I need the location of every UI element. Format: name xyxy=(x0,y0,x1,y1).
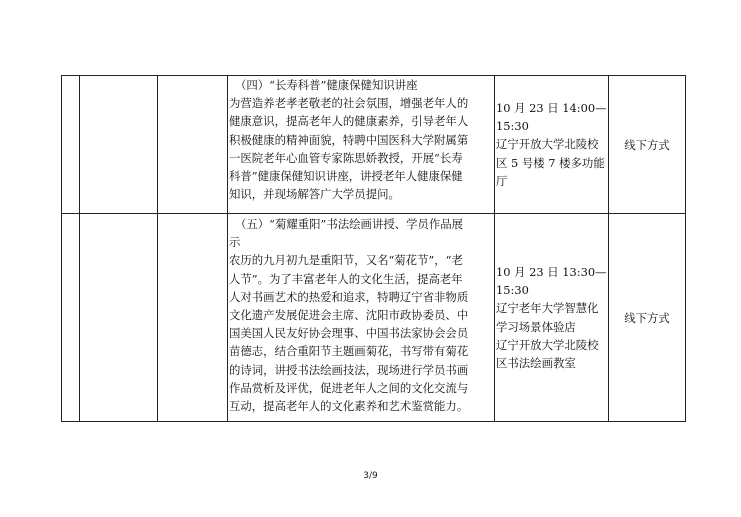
location-line: 学习场景体验店 xyxy=(496,319,576,334)
content-line: 科普”健康保健知识讲座，讲授老年人健康保健 xyxy=(229,169,463,184)
format-text: 线下方式 xyxy=(624,310,670,325)
activity-title-cont: 示 xyxy=(229,235,241,250)
location-line: 辽宁老年大学智慧化 xyxy=(496,301,599,316)
time-location-cell xyxy=(495,214,609,422)
activity-title: （四）“长寿科普”健康保健知识讲座 xyxy=(235,78,418,92)
page-number: 3/9 xyxy=(363,471,378,481)
location-line: 区书法绘画教室 xyxy=(496,355,576,370)
time-line: 10 月 23 日 13:30— xyxy=(496,264,607,279)
location-line: 区 5 号楼 7 楼多功能 xyxy=(496,155,605,170)
format-cell xyxy=(609,76,686,214)
category-cell xyxy=(80,214,158,422)
content-line: 文化遗产发展促进会主席、沈阳市政协委员、中 xyxy=(229,308,469,323)
content-line: 为营造养老孝老敬老的社会氛围，增强老年人的 xyxy=(229,96,469,111)
activity-content-cell xyxy=(228,76,495,214)
location-line: 辽宁开放大学北陵校 xyxy=(496,137,599,152)
location-line: 厅 xyxy=(496,173,508,188)
content-line: 一医院老年心血管专家陈思娇教授，开展“长寿 xyxy=(229,150,463,165)
activity-content-cell xyxy=(228,214,495,422)
content-line: 积极健康的精神面貌，特聘中国医科大学附属第 xyxy=(229,132,469,147)
content-line: 的诗词，讲授书法绘画技法，现场进行学员书画 xyxy=(229,362,469,377)
category-cell xyxy=(80,76,158,214)
activity-title: （五）“菊耀重阳”书法绘画讲授、学员作品展 xyxy=(235,217,464,231)
content-line: 知识，并现场解答广大学员提问。 xyxy=(229,187,400,202)
format-cell xyxy=(609,214,686,422)
time-location-cell xyxy=(495,76,609,214)
organizer-cell xyxy=(158,214,228,422)
index-cell xyxy=(62,76,80,214)
content-line: 互动，提高老年人的文化素养和艺术鉴赏能力。 xyxy=(229,399,469,414)
content-line: 人节”。为了丰富老年人的文化生活，提高老年 xyxy=(229,271,463,286)
content-line: 健康意识，提高老年人的健康素养，引导老年人 xyxy=(229,114,469,129)
table-row xyxy=(62,76,686,214)
time-line: 10 月 23 日 14:00— xyxy=(496,100,607,115)
time-line: 15:30 xyxy=(496,283,529,298)
location-line: 辽宁开放大学北陵校 xyxy=(496,337,599,352)
content-line: 作品赏析及评优，促进老年人之间的文化交流与 xyxy=(229,380,469,395)
index-cell xyxy=(62,214,80,422)
schedule-table xyxy=(61,75,686,422)
time-line: 15:30 xyxy=(496,119,529,134)
content-line: 农历的九月初九是重阳节，又名“菊花节”，“老 xyxy=(229,253,463,268)
format-text: 线下方式 xyxy=(624,137,670,152)
content-line: 人对书画艺术的热爱和追求，特聘辽宁省非物质 xyxy=(229,289,469,304)
content-line: 国美国人民友好协会理事、中国书法家协会会员 xyxy=(229,326,469,341)
content-line: 苗德志，结合重阳节主题画菊花，书写带有菊花 xyxy=(229,344,469,359)
organizer-cell xyxy=(158,76,228,214)
table-row xyxy=(62,214,686,422)
